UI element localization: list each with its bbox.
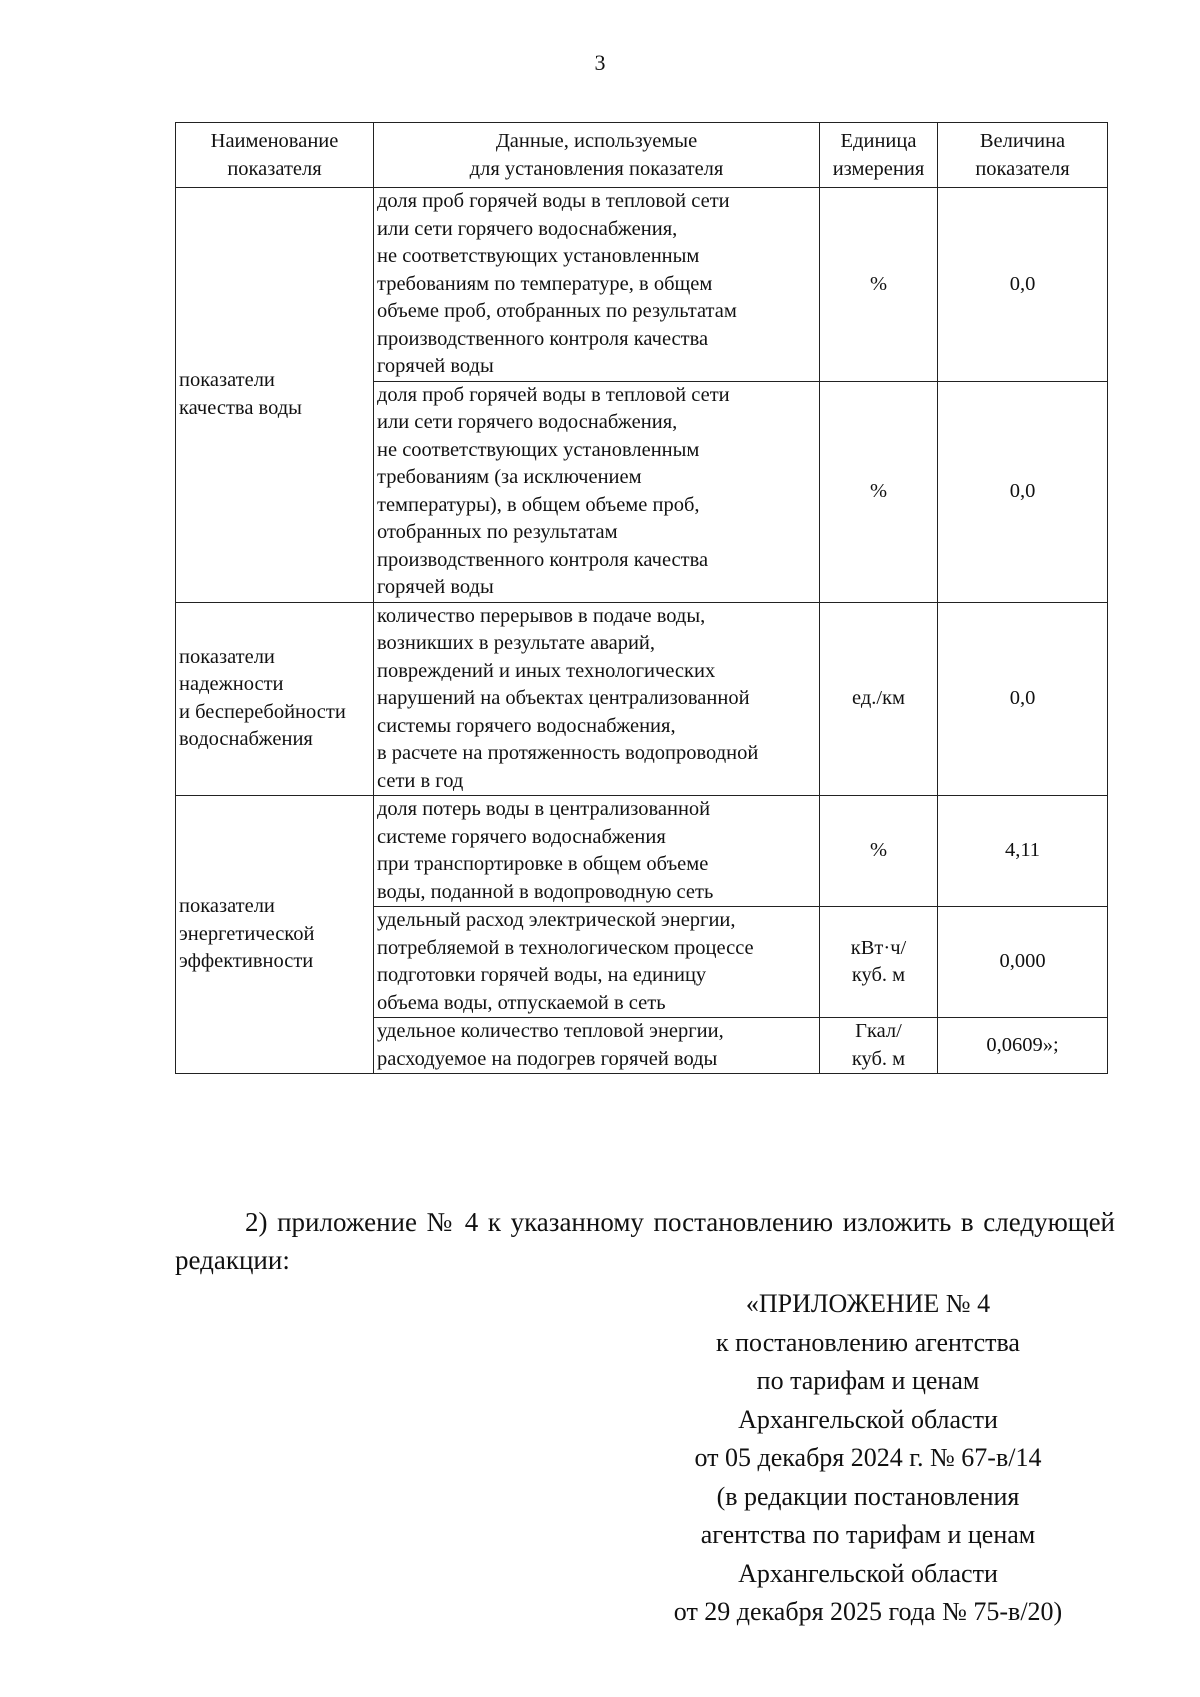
page-number: 3 [594,50,606,75]
row-description: удельное количество тепловой энергии, расходуемое на подогрев горячей воды [374,1018,820,1074]
row-unit: кВт·ч/ куб. м [820,907,938,1018]
row-unit: Гкал/ куб. м [820,1018,938,1074]
header-value: Величина показателя [938,123,1108,188]
row-value: 0,0 [938,602,1108,796]
row-description: удельный расход электрической энергии, потребляемой в технологическом процессе подготовки горячей воды, на единицу объема воды, отпускаемой в сеть [374,907,820,1018]
row-value: 0,0 [938,188,1108,382]
group-water-quality: показатели качества воды [176,188,374,603]
appendix-line: Архангельской области [738,1558,998,1588]
row-description: доля проб горячей воды в тепловой сети или сети горячего водоснабжения, не соответствующих установленным требованиям по температуре, в общем объеме проб, отобранных по результатам производственного контроля качества горячей воды [374,188,820,382]
table-row [176,796,1108,907]
appendix-line: по тарифам и ценам [756,1366,980,1395]
row-value: 0,000 [938,907,1108,1018]
appendix-line: (в редакции постановления [716,1481,1020,1511]
appendix-line: от 05 декабря 2024 г. № 67-в/14 [694,1443,1042,1472]
row-description: доля проб горячей воды в тепловой сети или сети горячего водоснабжения, не соответствующих установленным требованиям (за исключением температуры), в общем объеме проб, отобранных по результатам производственного контроля качества горячей воды [374,381,820,602]
header-source-data: Данные, используемые для установления показателя [374,123,820,188]
row-description: доля потерь воды в централизованной системе горячего водоснабжения при транспортировке в общем объеме воды, поданной в водопроводную сеть [374,796,820,907]
row-value: 0,0609»; [938,1018,1108,1074]
row-unit: % [820,796,938,907]
appendix-line: к постановлению агентства [716,1327,1020,1357]
table-row [176,188,1108,382]
appendix-line: Архангельской области [738,1404,998,1434]
group-energy-efficiency: показатели энергетической эффективности [176,796,374,1074]
row-unit: % [820,188,938,382]
row-value: 0,0 [938,381,1108,602]
appendix-line: агентства по тарифам и ценам [700,1520,1036,1549]
header-indicator-name: Наименование показателя [176,123,374,188]
row-unit: % [820,381,938,602]
group-reliability: показатели надежности и бесперебойности водоснабжения [176,602,374,796]
indicators-table [175,122,1108,1074]
row-unit: ед./км [820,602,938,796]
table-row [176,602,1108,796]
header-unit: Единица измерения [820,123,938,188]
appendix-heading [618,1285,1118,1632]
row-value: 4,11 [938,796,1108,907]
amendment-paragraph: 2) приложение № 4 к указанному постановлению изложить в следующей редакции: [175,1207,1115,1275]
table-header-row [176,123,1108,188]
appendix-line: от 29 декабря 2025 года № 75-в/20) [673,1597,1063,1626]
appendix-line: «ПРИЛОЖЕНИЕ № 4 [745,1289,991,1318]
row-description: количество перерывов в подаче воды, возникших в результате аварий, повреждений и иных технологических нарушений на объектах централизованной системы горячего водоснабжения, в расчете на протяженность водопроводной сети в год [374,602,820,796]
